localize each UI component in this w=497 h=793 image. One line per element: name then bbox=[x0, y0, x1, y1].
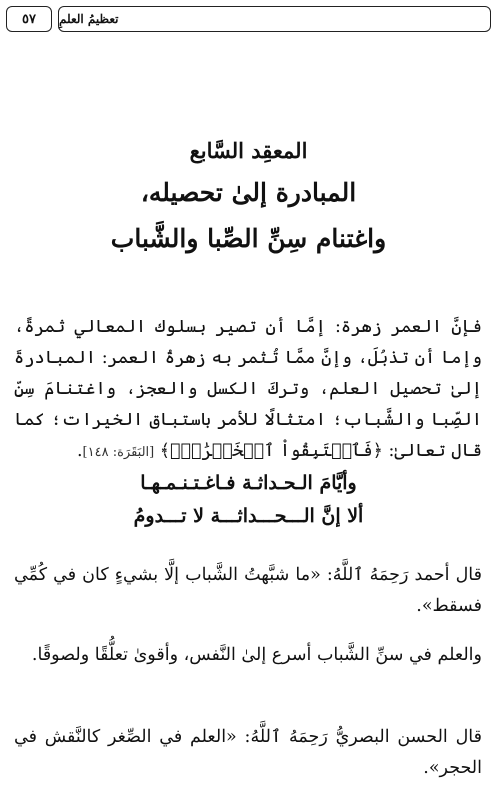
intro-text: فإنَّ العمر زهرة: إمَّا أن تصير بسلوك المعالي ثمرةً، وإما أن تذبُلَ، وإنَّ ممَّا تُثمر به زهرةُ العمر: المبادرةَ إلىٰ تحصيل العلم، وتركَ الكسل والعجز، واغتنامَ سِنِّ الصِّبا والشَّباب؛ امتثالًا للأمر باستباق الخيرات؛ كما قال تعالىٰ: bbox=[14, 317, 482, 461]
verse-reference: [البَقَرَة: ١٤٨] bbox=[82, 445, 155, 460]
page-header bbox=[6, 6, 491, 34]
chapter-title-line2: واغتنام سِنِّ الصِّبا والشَّباب bbox=[110, 224, 387, 253]
quran-verse: ﴿فَٱسۡتَبِقُواْ ٱلۡخَيۡرَٰتِۚ﴾ bbox=[159, 441, 383, 461]
paragraph-youth: والعلم في سنِّ الشَّباب أسرع إلىٰ النَّفس، وأقوىٰ تعلُّقًا ولصوقًا. bbox=[31, 645, 482, 665]
quote-hasan: قال الحسن البصريُّ رَحِمَهُ ٱللَّهُ: «العلم في الصِّغر كالنَّقش في الحجر». bbox=[14, 727, 482, 778]
running-title: تعظيمُ العلمِ bbox=[58, 6, 491, 32]
chapter-title-line1: المبادرة إلىٰ تحصيله، bbox=[140, 178, 357, 207]
intro-end: . bbox=[76, 441, 83, 461]
quote-ahmad: قال أحمد رَحِمَهُ ٱللَّهُ: «ما شبَّهتُ الشَّباب إلَّا بشيءٍ كان في كُمِّي فسقط». bbox=[14, 565, 482, 616]
intro-paragraph bbox=[14, 312, 482, 468]
poem-line-2: ألا إنَّ الـــحـــداثـــة لا تـــدومُ bbox=[133, 505, 364, 527]
chapter-label: المعقِد السَّابع bbox=[189, 138, 308, 163]
page-number: ٥٧ bbox=[6, 6, 52, 32]
poem-line-1: وأيَّامَ الـحـداثـة فـاغـتـنـمـهـا bbox=[140, 472, 357, 494]
